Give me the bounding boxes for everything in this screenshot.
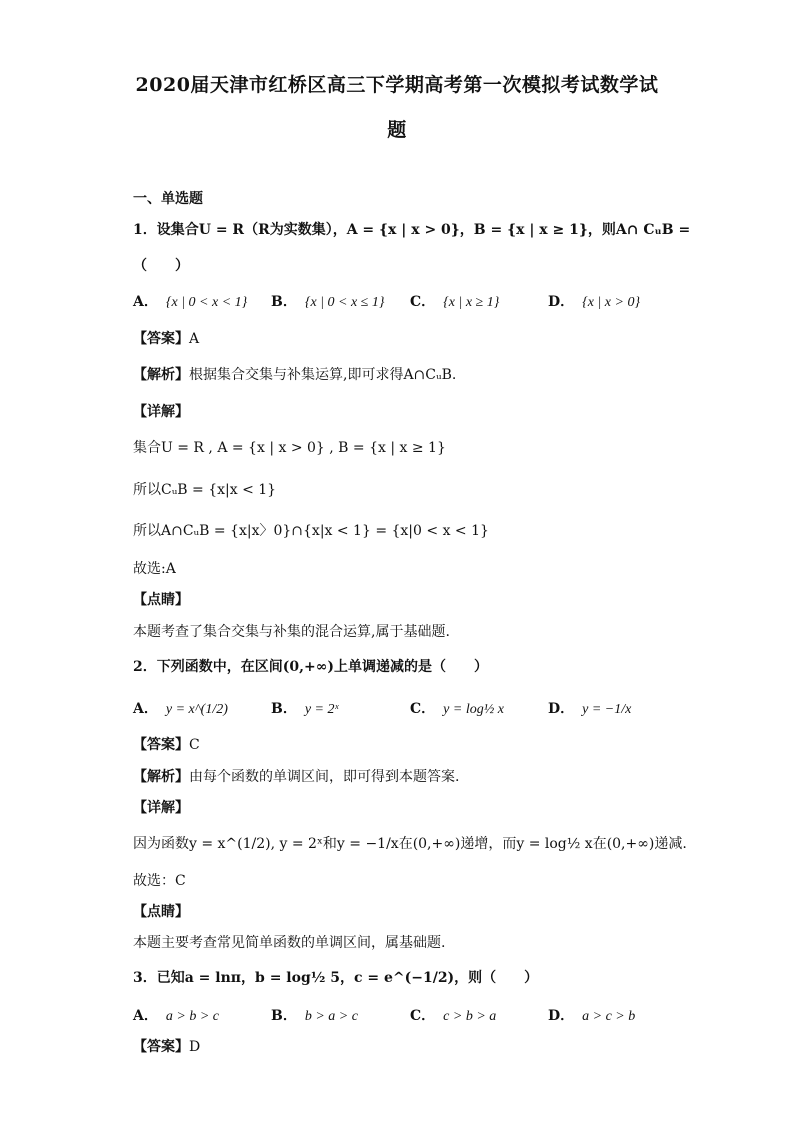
q1-option-c [410, 291, 499, 311]
q2-option-b [271, 698, 338, 718]
option-letter: D． [548, 294, 575, 310]
option-text: y = 2ˣ [304, 702, 339, 717]
answer-value: C [189, 737, 200, 753]
q1-detail-3: 所以A∩CᵤB = {x|x〉0}∩{x|x < 1} = {x|0 < x < 1} [133, 523, 489, 539]
q2-comment: 本题主要考查常见简单函数的单调区间，属基础题. [133, 935, 446, 951]
option-letter: B． [271, 1008, 297, 1024]
analysis-tag: 【 解析 】 [133, 367, 189, 383]
analysis-tag: 【 解析 】 [133, 769, 189, 785]
q1-paren: （ ） [133, 258, 189, 274]
q1-detail-heading [133, 401, 189, 421]
q2-detail-1: 因为函数y = x^(1/2), y = 2ˣ和y = −1/x在(0,+∞)递增，而y = log½ x在(0,+∞)递减. [133, 836, 687, 852]
q1-option-d [548, 291, 640, 311]
q2-conclusion: 故选：C [133, 873, 186, 889]
option-text: a > c > b [582, 1009, 636, 1024]
option-letter: B． [271, 701, 297, 717]
option-letter: A． [133, 1008, 158, 1024]
answer-tag: 【 答案 】 [133, 331, 189, 347]
option-text: {x | 0 < x ≤ 1} [304, 295, 385, 310]
answer-value: A [189, 331, 200, 347]
q2-detail-heading [133, 797, 189, 817]
q3-option-b [271, 1005, 358, 1025]
option-letter: D． [548, 701, 575, 717]
q1-option-a [133, 291, 247, 311]
option-letter: C． [410, 701, 436, 717]
q2-option-a [133, 698, 228, 718]
doc-title-line1: 2020届天津市红桥区高三下学期高考第一次模拟考试数学试 [135, 74, 659, 96]
option-letter: D． [548, 1008, 575, 1024]
q1-option-b [271, 291, 384, 311]
option-text: a > b > c [165, 1009, 219, 1024]
option-text: {x | x ≥ 1} [443, 295, 500, 310]
option-text: {x | 0 < x < 1} [165, 295, 248, 310]
answer-value: D [189, 1039, 201, 1055]
doc-title-line2: 题 [387, 119, 407, 141]
option-text: y = −1/x [582, 702, 632, 717]
q1-conclusion: 故选:A [133, 561, 176, 577]
q1-answer [133, 328, 199, 348]
option-letter: A． [133, 294, 158, 310]
option-letter: C． [410, 294, 436, 310]
q2-analysis [133, 766, 459, 786]
q2-stem: 2．下列函数中，在区间(0,+∞)上单调递减的是（ ） [133, 659, 488, 675]
q2-answer [133, 734, 200, 754]
option-text: c > b > a [443, 1009, 497, 1024]
comment-tag: 【 点睛 】 [133, 592, 189, 608]
q1-detail-2: 所以CᵤB = {x|x < 1} [133, 482, 277, 498]
q3-option-a [133, 1005, 219, 1025]
detail-tag: 【 详解 】 [133, 800, 189, 816]
q3-option-d [548, 1005, 635, 1025]
answer-tag: 【 答案 】 [133, 737, 189, 753]
q3-option-c [410, 1005, 496, 1025]
analysis-text: 由每个函数的单调区间，即可得到本题答案. [189, 769, 460, 785]
answer-tag: 【 答案 】 [133, 1039, 189, 1055]
q3-answer [133, 1036, 200, 1056]
section-heading: 一、单选题 [133, 191, 203, 207]
detail-tag: 【 详解 】 [133, 404, 189, 420]
option-text: y = log½ x [443, 702, 504, 717]
option-letter: B． [271, 294, 297, 310]
analysis-text: 根据集合交集与补集运算,即可求得A∩CᵤB. [189, 367, 457, 383]
q1-analysis [133, 364, 456, 384]
option-text: b > a > c [304, 1009, 358, 1024]
q1-detail-1: 集合U = R , A = {x | x > 0} , B = {x | x ≥ 1} [133, 440, 446, 456]
q1-comment-heading [133, 589, 189, 609]
q2-comment-heading [133, 901, 189, 921]
option-text: {x | x > 0} [582, 295, 641, 310]
q1-comment: 本题考查了集合交集与补集的混合运算,属于基础题. [133, 624, 450, 640]
q1-stem: 1．设集合U = R（R为实数集），A = {x | x > 0}，B = {x | x ≥ 1}，则A∩ CᵤB = [133, 222, 691, 238]
q3-stem: 3．已知a = lnπ，b = log½ 5，c = e^(−1/2)，则（ ） [133, 970, 539, 986]
option-letter: A． [133, 701, 158, 717]
q2-option-c [410, 698, 504, 718]
option-text: y = x^(1/2) [165, 702, 228, 717]
comment-tag: 【 点睛 】 [133, 904, 189, 920]
option-letter: C． [410, 1008, 436, 1024]
q2-option-d [548, 698, 631, 718]
